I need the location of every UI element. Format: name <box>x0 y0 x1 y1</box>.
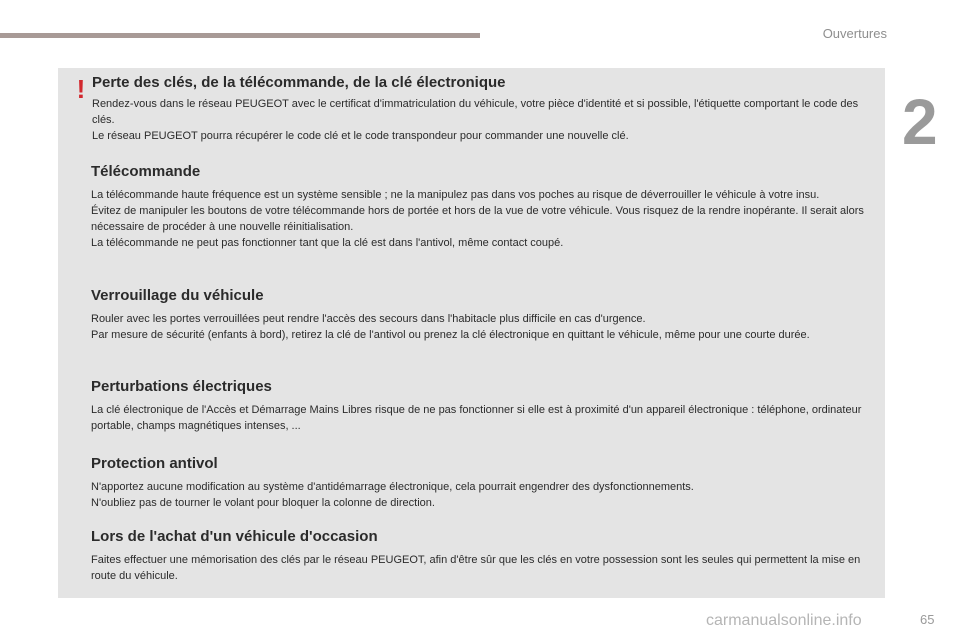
section-title: Télécommande <box>91 163 201 180</box>
section-line: Par mesure de sécurité (enfants à bord), retirez la clé de l'antivol ou prenez la clé électronique en quittant le véhicule, même pour une courte durée. <box>91 329 810 341</box>
watermark: carmanualsonline.info <box>706 612 862 629</box>
section-title: Protection antivol <box>91 455 218 472</box>
section-header: Ouvertures <box>822 26 887 41</box>
section-line: N'oubliez pas de tourner le volant pour bloquer la colonne de direction. <box>91 497 435 509</box>
warning-line: Le réseau PEUGEOT pourra récupérer le code clé et le code transpondeur pour commander une nouvelle clé. <box>92 130 629 142</box>
info-panel <box>58 68 885 598</box>
chapter-number: 2 <box>902 86 938 158</box>
section-telecommande <box>91 163 881 251</box>
section-title: Lors de l'achat d'un véhicule d'occasion <box>91 528 378 545</box>
section-line: N'apportez aucune modification au système d'antidémarrage électronique, cela pourrait engendrer des dysfonctionnements. <box>91 481 694 493</box>
section-line: La clé électronique de l'Accès et Démarrage Mains Libres risque de ne pas fonctionner si elle est à proximité d'un appareil électronique : téléphone, ordinateur portable, champs magnétiques intenses, ... <box>91 404 862 432</box>
section-title: Perturbations électriques <box>91 378 272 395</box>
exclamation-icon: ! <box>76 74 86 104</box>
top-accent-bar <box>0 33 480 38</box>
section-title: Verrouillage du véhicule <box>91 287 264 304</box>
section-protection <box>91 455 881 511</box>
section-perturbations <box>91 378 881 434</box>
page-number: 65 <box>920 612 935 627</box>
section-line: La télécommande ne peut pas fonctionner tant que la clé est dans l'antivol, même contact coupé. <box>91 237 564 249</box>
warning-text <box>92 96 872 144</box>
section-line: Rouler avec les portes verrouillées peut rendre l'accès des secours dans l'habitacle plus difficile en cas d'urgence. <box>91 313 646 325</box>
section-occasion <box>91 528 881 584</box>
warning-line: Rendez-vous dans le réseau PEUGEOT avec le certificat d'immatriculation du véhicule, votre pièce d'identité et si possible, l'étiquette comportant le code des clés. <box>92 98 859 126</box>
section-line: Évitez de manipuler les boutons de votre télécommande hors de portée et hors de la vue de votre véhicule. Vous risquez de la rendre inopérante. Il serait alors nécessaire de procéder à une nouvelle réinitialisation. <box>91 205 864 233</box>
section-verrouillage <box>91 287 881 343</box>
section-line: Faites effectuer une mémorisation des clés par le réseau PEUGEOT, afin d'être sûr que les clés en votre possession sont les seules qui permettent la mise en route du véhicule. <box>91 554 861 582</box>
section-line: La télécommande haute fréquence est un système sensible ; ne la manipulez pas dans vos poches au risque de déverrouiller le véhicule à votre insu. <box>91 189 820 201</box>
warning-title: Perte des clés, de la télécommande, de la clé électronique <box>92 74 506 91</box>
